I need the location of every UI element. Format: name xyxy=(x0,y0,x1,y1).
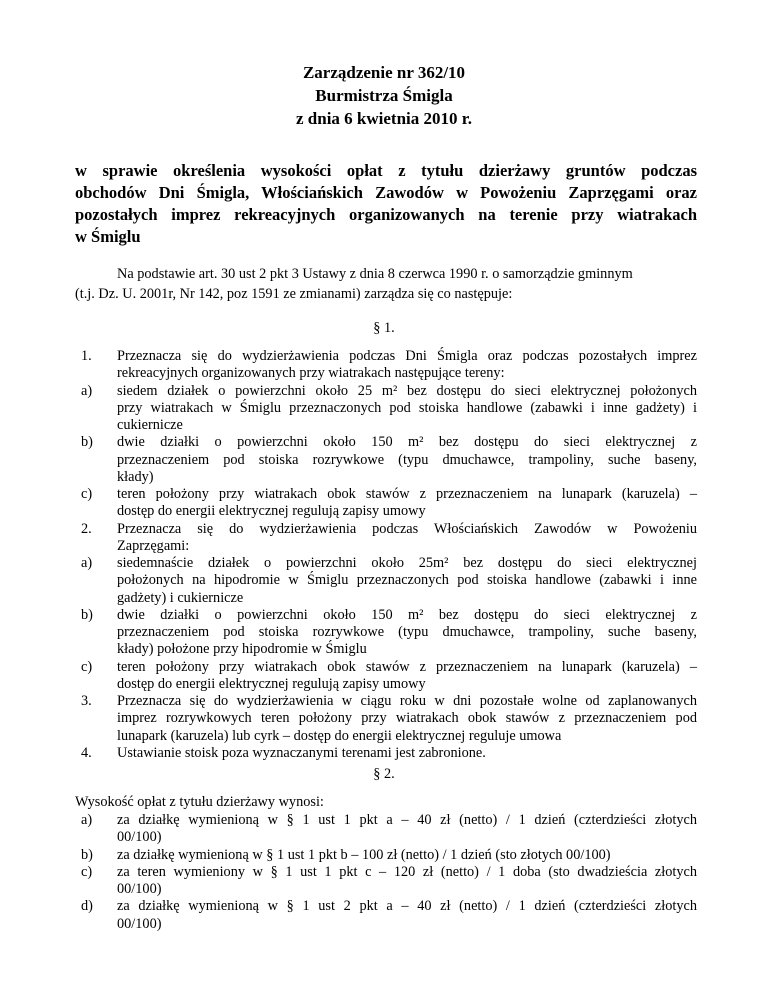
section-1-line: gadżety) i cukiernicze xyxy=(117,589,244,606)
section-2-marker: d) xyxy=(81,898,93,915)
section-1-marker: a) xyxy=(81,555,93,571)
section-1-line: dwie działki o powierzchni około 150 m² bez dostępu do sieci elektrycznej z xyxy=(117,606,697,623)
section-1-marker: a) xyxy=(81,382,93,399)
section-1-marker: 1. xyxy=(81,348,92,364)
section-1-marker: c) xyxy=(81,658,93,675)
section-2-marker: c) xyxy=(81,863,93,880)
subject-line-4: w Śmiglu xyxy=(75,227,141,246)
section-1-line: kłady) xyxy=(117,468,154,485)
section-1-line: lunapark (karuzela) lub cyrk – dostęp do energii elektrycznej reguluje umowa xyxy=(117,727,562,744)
subject-line-2: obchodów Dni Śmigla, Włościańskich Zawodów w Powożeniu Zaprzęgami oraz xyxy=(75,183,697,202)
section-2-line: za działkę wymienioną w § 1 ust 2 pkt a – 40 zł (netto) / 1 dzień (czterdzieści złotych xyxy=(117,898,697,915)
section-1-heading: § 1. xyxy=(373,320,395,336)
section-1-line: położonych na hipodromie w Śmiglu przeznaczonych pod stoiska handlowe (zabawki i inne xyxy=(117,572,697,589)
section-1-line: Zaprzęgami: xyxy=(117,537,190,554)
section-1-line: przeznaczeniem pod stoiska rozrywkowe (typu dmuchawce, trampoliny, suche baseny, xyxy=(117,624,697,640)
section-1-line: Ustawianie stoisk poza wyznaczanymi terenami jest zabronione. xyxy=(117,744,486,761)
section-2-line: za działkę wymienioną w § 1 ust 1 pkt b – 100 zł (netto) / 1 dzień (sto złotych 00/100) xyxy=(117,846,611,863)
title-line-1: Zarządzenie nr 362/10 xyxy=(302,63,466,82)
section-1-line: siedemnaście działek o powierzchni około 25m² bez dostępu do sieci elektrycznej xyxy=(117,555,697,571)
section-1-line: Przeznacza się do wydzierżawienia podczas Dni Śmigla oraz podczas pozostałych imprez xyxy=(117,348,697,364)
section-1-marker: c) xyxy=(81,486,93,502)
section-1-marker: 2. xyxy=(81,520,92,537)
section-2-line: 00/100) xyxy=(117,829,162,846)
section-1-marker: b) xyxy=(81,606,93,623)
section-2-marker: a) xyxy=(81,812,93,828)
section-1-line: dostęp do energii elektrycznej regulują zapisy umowy xyxy=(117,503,426,520)
section-1-line: przy wiatrakach w Śmiglu przeznaczonych pod stoiska handlowe (zabawki i inne gadżety) i xyxy=(117,399,697,416)
preamble-line-2: (t.j. Dz. U. 2001r, Nr 142, poz 1591 ze zmianami) zarządza się co następuje: xyxy=(75,286,513,302)
section-2-marker: b) xyxy=(81,846,93,863)
section-1-line: teren położony przy wiatrakach obok stawów z przeznaczeniem na lunapark (karuzela) – xyxy=(117,486,697,502)
section-1-line: kłady) położone przy hipodromie w Śmiglu xyxy=(117,641,367,658)
section-1-line: przeznaczeniem pod stoiska rozrywkowe (typu dmuchawce, trampoliny, suche baseny, xyxy=(117,451,697,468)
section-1-line: Przeznacza się do wydzierżawienia w ciągu roku w dni pozostałe wolne od zaplanowanych xyxy=(117,693,697,709)
section-1-marker: 3. xyxy=(81,693,92,709)
section-1-line: rekreacyjnych organizowanych przy wiatrakach następujące tereny: xyxy=(117,365,505,382)
section-2-intro: Wysokość opłat z tytułu dzierżawy wynosi: xyxy=(75,794,324,810)
title-line-2: Burmistrza Śmigla xyxy=(315,86,453,105)
section-1-line: imprez rozrywkowych teren położony przy wiatrakach obok stawów z przeznaczeniem pod xyxy=(117,710,697,727)
section-1-marker: 4. xyxy=(81,744,92,761)
section-1-marker: b) xyxy=(81,434,93,451)
section-1-line: siedem działek o powierzchni około 25 m² bez dostępu do sieci elektrycznej położonych xyxy=(117,382,697,399)
subject-line-3: pozostałych imprez rekreacyjnych organizowanych na terenie przy wiatrakach xyxy=(75,205,697,224)
section-1-line: cukiernicze xyxy=(117,417,183,433)
section-1-line: dwie działki o powierzchni około 150 m² bez dostępu do sieci elektrycznej z xyxy=(117,434,697,451)
section-2-line: za działkę wymienioną w § 1 ust 1 pkt a – 40 zł (netto) / 1 dzień (czterdzieści złotych xyxy=(117,812,697,828)
section-2-line: 00/100) xyxy=(117,881,162,897)
section-2-line: za teren wymieniony w § 1 ust 1 pkt c – 120 zł (netto) / 1 doba (sto dwadzieścia złotych xyxy=(117,863,697,880)
section-1-line: Przeznacza się do wydzierżawienia podczas Włościańskich Zawodów w Powożeniu xyxy=(117,520,697,537)
subject-line-1: w sprawie określenia wysokości opłat z tytułu dzierżawy gruntów podczas xyxy=(75,161,697,180)
preamble-line-1: Na podstawie art. 30 ust 2 pkt 3 Ustawy z dnia 8 czerwca 1990 r. o samorządzie gminnym xyxy=(117,266,633,282)
section-1-line: teren położony przy wiatrakach obok stawów z przeznaczeniem na lunapark (karuzela) – xyxy=(117,658,697,675)
section-2-line: 00/100) xyxy=(117,915,162,932)
title-line-3: z dnia 6 kwietnia 2010 r. xyxy=(295,109,472,128)
section-2-heading: § 2. xyxy=(373,766,395,782)
section-1-line: dostęp do energii elektrycznej regulują zapisy umowy xyxy=(117,675,426,692)
